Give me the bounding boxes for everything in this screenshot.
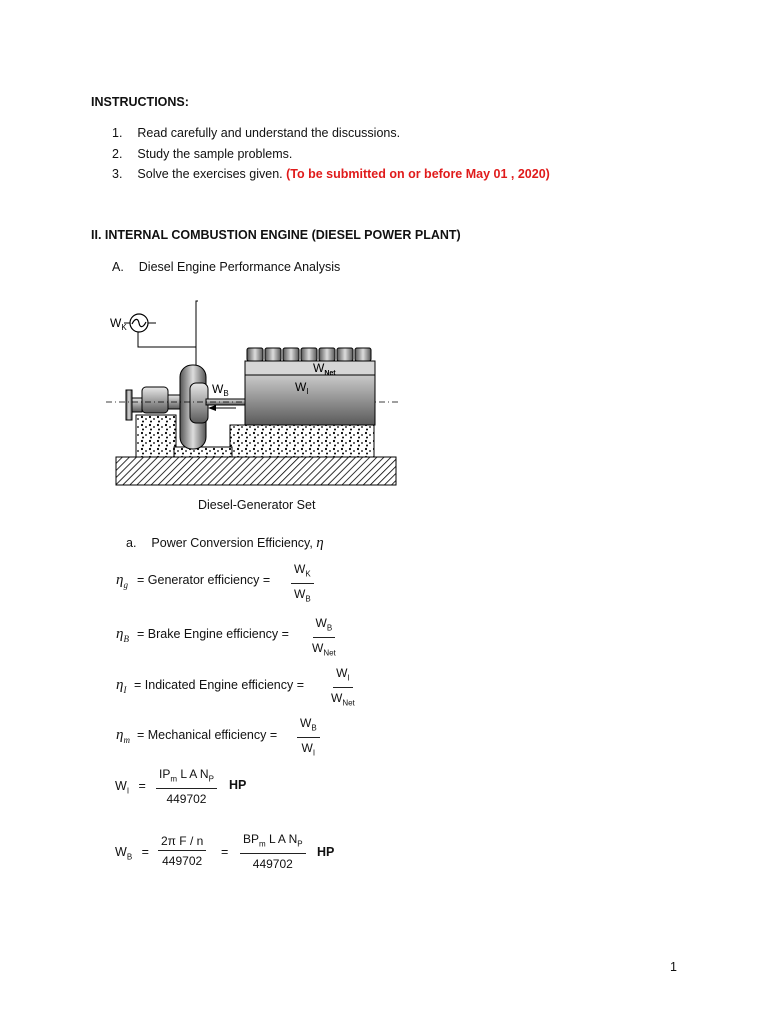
torque-arrow-icon <box>208 405 216 411</box>
fraction: $\frac{\text{2π F / n}}{449702}$ <box>158 834 206 868</box>
instruction-item-3 <box>112 167 550 181</box>
efficiency-label: = Indicated Engine efficiency = <box>134 678 305 692</box>
subsection-number: A. <box>112 260 124 274</box>
instruction-number: 1. <box>112 126 123 140</box>
fraction: $BP_m$ L A $N_P$ 449702 <box>240 832 306 871</box>
generator-foundation <box>136 415 176 457</box>
equals: = <box>221 845 229 859</box>
wnet-label: $W_{Net}$ <box>313 361 336 377</box>
wb-label: $W_B$ <box>212 382 229 398</box>
instruction-text: Solve the exercises given. <box>137 167 287 181</box>
fraction: $W_B$ $W_{Net}$ <box>312 616 336 658</box>
flywheel-base <box>174 447 232 457</box>
instruction-item-2 <box>112 147 292 161</box>
efficiency-label: = Brake Engine efficiency = <box>137 627 289 641</box>
efficiency-label: = Mechanical efficiency = <box>137 728 278 742</box>
eta-symbol: η <box>316 535 324 551</box>
power-conversion-heading <box>126 535 324 552</box>
fraction: $\frac{W_K}{W_B}$ <box>291 562 314 607</box>
unit-hp: HP <box>229 778 247 792</box>
wk-label: $W_K$ <box>110 316 127 332</box>
diesel-generator-diagram <box>100 295 410 495</box>
item-title: Power Conversion Efficiency, <box>151 536 317 550</box>
efficiency-label: = Generator efficiency = <box>137 573 271 587</box>
fraction: $W_I$ $W_{Net}$ <box>331 666 355 708</box>
wi-label: $W_I$ <box>295 380 309 396</box>
fraction: $\frac{W_B}{W_I}$ <box>297 716 320 761</box>
instruction-number: 3. <box>112 167 123 181</box>
engine-foundation <box>230 425 374 457</box>
instruction-text: Study the sample problems. <box>137 147 293 161</box>
subsection-text: Diesel Engine Performance Analysis <box>138 260 341 274</box>
page-number: 1 <box>670 960 677 974</box>
subsection-title <box>112 260 340 274</box>
unit-hp: HP <box>317 845 335 859</box>
instruction-text: Read carefully and understand the discussions. <box>137 126 401 140</box>
fraction: $IP_m$ L A $N_P$ 449702 <box>156 767 217 806</box>
ground <box>116 457 396 485</box>
instructions-heading: INSTRUCTIONS: <box>91 95 189 109</box>
deadline-note: (To be submitted on or before May 01 , 2020) <box>286 167 550 181</box>
section-heading: II. INTERNAL COMBUSTION ENGINE (DIESEL POWER PLANT) <box>91 228 461 242</box>
instruction-item-1 <box>112 126 400 140</box>
instruction-number: 2. <box>112 147 123 161</box>
item-letter: a. <box>126 536 137 550</box>
cylinder-heads <box>247 348 371 361</box>
generator-body <box>142 387 168 413</box>
figure-caption: Diesel-Generator Set <box>198 498 316 512</box>
